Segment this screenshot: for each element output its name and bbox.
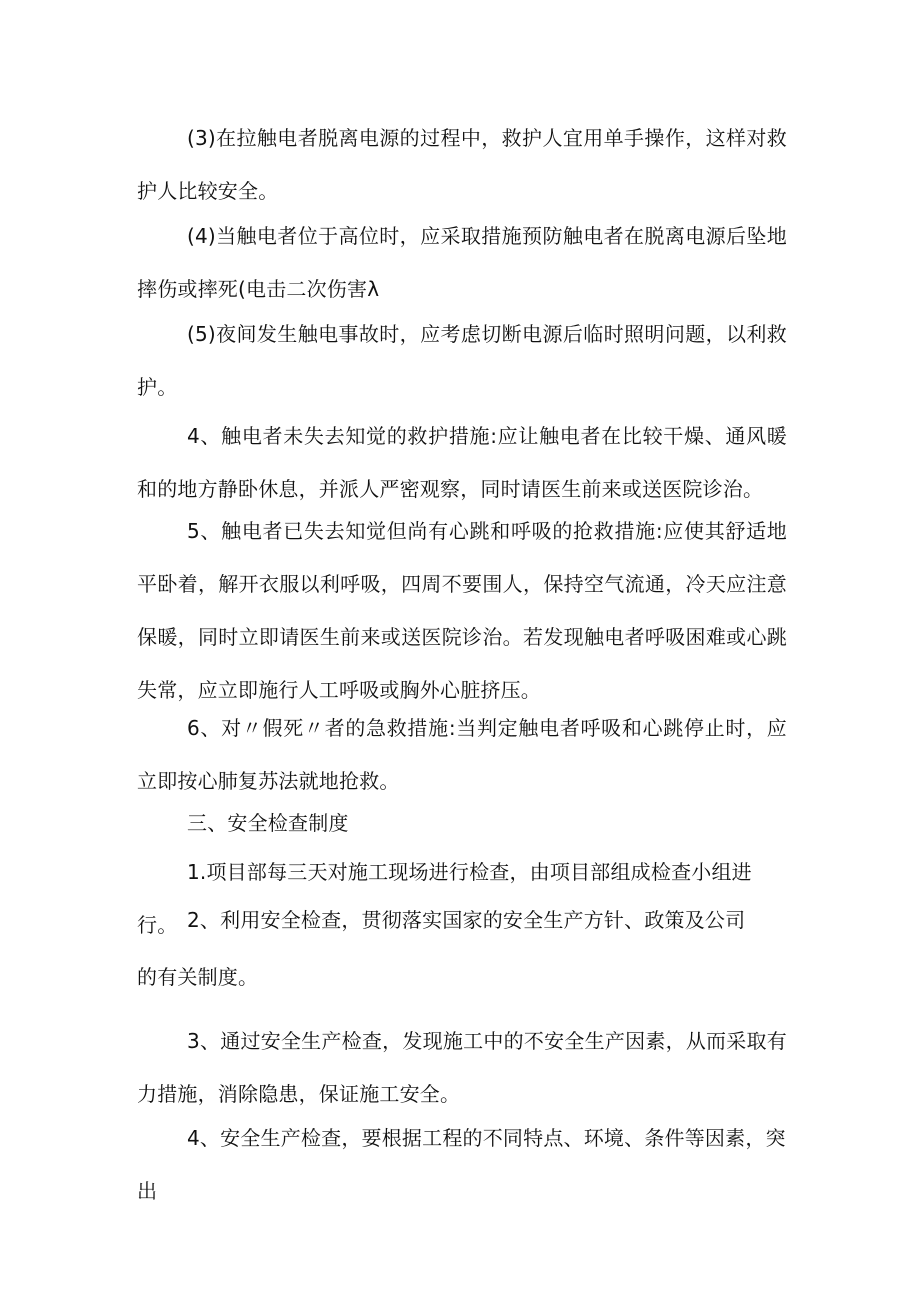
paragraph-implement-policy-continued: 的有关制度。 bbox=[137, 965, 259, 989]
section-heading-safety-inspection: 三、安全检查制度 bbox=[187, 811, 349, 835]
paragraph-implement-policy: 2、利用安全检查，贯彻落实国家的安全生产方针、政策及公司 bbox=[187, 908, 746, 932]
paragraph-find-hazards: 3、通过安全生产检查，发现施工中的不安全生产因素，从而采取有力措施，消除隐患，保证施工安全。 bbox=[137, 1029, 787, 1106]
paragraph-3-single-hand-rescue: (3)在拉触电者脱离电源的过程中，救护人宜用单手操作，这样对救护人比较安全。 bbox=[137, 126, 787, 203]
paragraph-inspection-characteristics: 4、安全生产检查，要根据工程的不同特点、环境、条件等因素，突出 bbox=[137, 1126, 786, 1203]
paragraph-apparent-death: 6、对〃假死〃者的急救措施:当判定触电者呼吸和心跳停止时，应立即按心肺复苏法就地抢救。 bbox=[137, 716, 787, 793]
paragraph-unconscious-victim: 5、触电者已失去知觉但尚有心跳和呼吸的抢救措施:应使其舒适地平卧着，解开衣服以利呼吸，四周不要围人，保持空气流通，冷天应注意保暖，同时立即请医生前来或送医院诊治。若发现触电者呼吸困难或心跳失常，应立即施行人工呼吸或胸外心脏挤压。 bbox=[137, 519, 787, 702]
paragraph-inspection-frequency: 1.项目部每三天对施工现场进行检查，由项目部组成检查小组进行。 bbox=[137, 860, 752, 937]
paragraph-conscious-victim: 4、触电者未失去知觉的救护措施:应让触电者在比较干燥、通风暖和的地方静卧休息，并派人严密观察，同时请医生前来或送医院诊治。 bbox=[137, 424, 787, 501]
paragraph-4-high-position: (4)当触电者位于高位时，应采取措施预防触电者在脱离电源后坠地摔伤或摔死(电击二次伤害λ bbox=[137, 224, 787, 301]
paragraph-5-night-lighting: (5)夜间发生触电事故时，应考虑切断电源后临时照明问题，以利救护。 bbox=[137, 322, 787, 399]
